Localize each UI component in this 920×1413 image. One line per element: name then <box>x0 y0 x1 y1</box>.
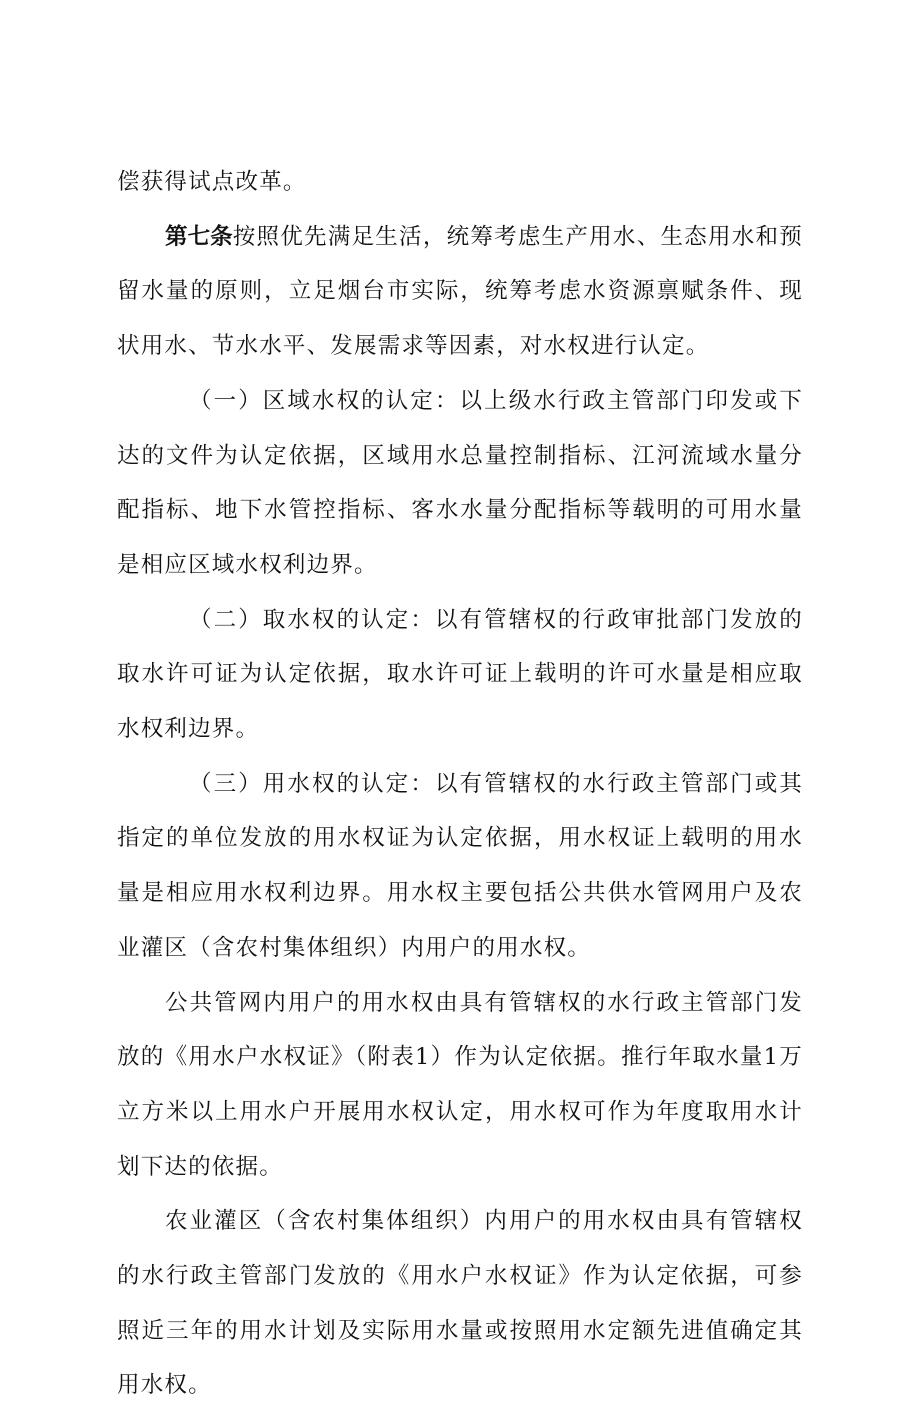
paragraph-text: 偿获得试点改革。 <box>117 169 307 195</box>
paragraph-continuation <box>117 155 803 210</box>
item-water-use-right <box>117 757 803 976</box>
item-regional-water-right <box>117 374 803 593</box>
agricultural-irrigation-users-paragraph <box>117 1194 803 1413</box>
paragraph-text: （二）取水权的认定：以有管辖权的行政审批部门发放的取水许可证为认定依据，取水许可证上载明的许可水量是相应取水权利边界。 <box>117 606 803 743</box>
article-heading: 第七条 <box>165 223 233 250</box>
paragraph-text: （三）用水权的认定：以有管辖权的水行政主管部门或其指定的单位发放的用水权证为认定依据，用水权证上载明的用水量是相应用水权利边界。用水权主要包括公共供水管网用户及农业灌区（含农村集体组织）内用户的用水权。 <box>117 770 803 961</box>
paragraph-text: （一）区域水权的认定：以上级水行政主管部门印发或下达的文件为认定依据，区域用水总量控制指标、江河流域水量分配指标、地下水管控指标、客水水量分配指标等载明的可用水量是相应区域水权利边界。 <box>117 387 803 578</box>
public-network-users-paragraph <box>117 976 803 1195</box>
paragraph-text: 公共管网内用户的用水权由具有管辖权的水行政主管部门发放的《用水户水权证》（附表1）作为认定依据。推行年取水量1万立方米以上用水户开展用水权认定，用水权可作为年度取用水计划下达的依据。 <box>117 989 803 1180</box>
paragraph-text: 按照优先满足生活，统筹考虑生产用水、生态用水和预留水量的原则，立足烟台市实际，统筹考虑水资源禀赋条件、现状用水、节水水平、发展需求等因素，对水权进行认定。 <box>117 223 803 360</box>
paragraph-text: 农业灌区（含农村集体组织）内用户的用水权由具有管辖权的水行政主管部门发放的《用水户水权证》作为认定依据，可参照近三年的用水计划及实际用水量或按照用水定额先进值确定其用水权。 <box>117 1208 803 1399</box>
item-water-intake-right <box>117 593 803 757</box>
document-page <box>117 155 803 1413</box>
article-seven-paragraph <box>117 210 803 374</box>
